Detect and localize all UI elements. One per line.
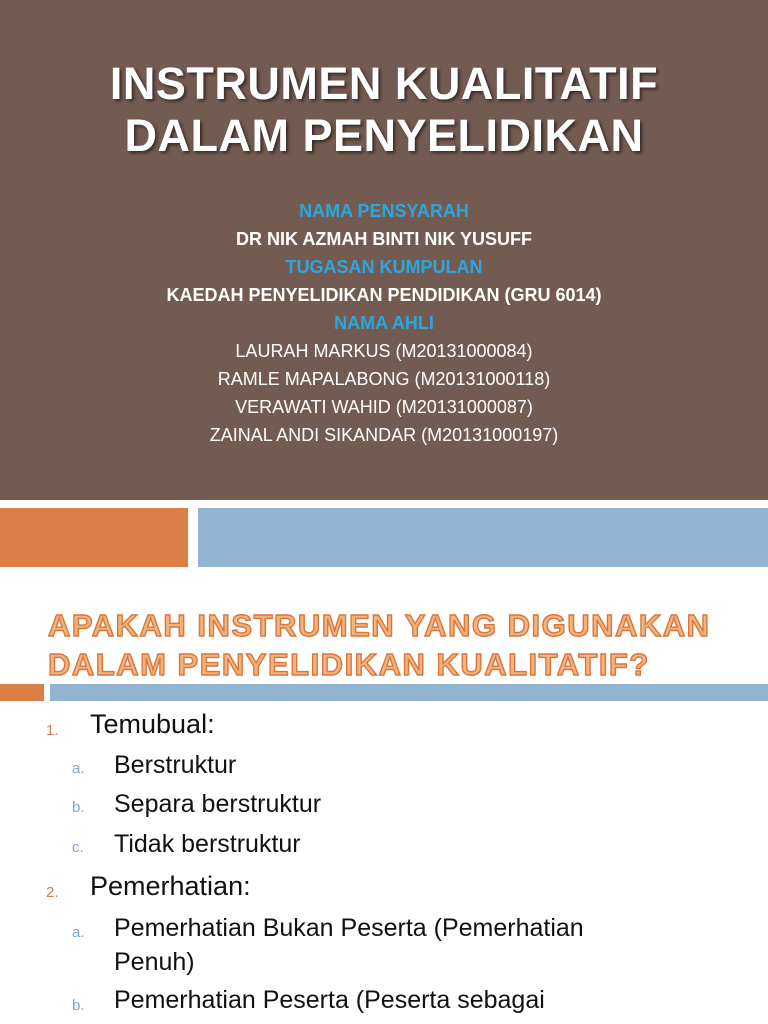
- accent-bar-blue: [198, 508, 768, 567]
- list-marker-2: 2.: [46, 884, 59, 901]
- sublist-marker-2a: a.: [72, 924, 85, 941]
- slide-title: [0, 58, 768, 162]
- content-title-line-1: APAKAH INSTRUMEN YANG DIGUNAKAN: [48, 608, 711, 643]
- sublist-marker-2b: b.: [72, 997, 85, 1014]
- lecturer-name: DR NIK AZMAH BINTI NIK YUSUFF: [236, 229, 532, 249]
- title-line-1: INSTRUMEN KUALITATIF: [109, 58, 659, 109]
- member-4: ZAINAL ANDI SIKANDAR (M20131000197): [209, 425, 559, 445]
- member-2: RAMLE MAPALABONG (M20131000118): [217, 369, 551, 389]
- list-marker-1: 1.: [46, 722, 59, 739]
- title-slide: [0, 0, 768, 500]
- list-item-2: Pemerhatian:: [90, 871, 251, 901]
- sublist-item-2a-line-2: Penuh): [114, 948, 195, 976]
- sublist-item-2b-line-1: Pemerhatian Peserta (Peserta sebagai: [114, 986, 545, 1014]
- member-1: LAURAH MARKUS (M20131000084): [235, 341, 533, 361]
- sublist-marker-1a: a.: [72, 760, 85, 777]
- lecturer-heading: NAMA PENSYARAH: [299, 201, 469, 221]
- slide-info: [0, 197, 768, 449]
- member-3: VERAWATI WAHID (M20131000087): [235, 397, 533, 417]
- members-heading: NAMA AHLI: [334, 313, 434, 333]
- list-item-1: Temubual:: [90, 709, 215, 739]
- content-title-line-2: DALAM PENYELIDIKAN KUALITATIF?: [48, 647, 650, 682]
- sublist-item-2a-line-1: Pemerhatian Bukan Peserta (Pemerhatian: [114, 914, 584, 942]
- sublist-marker-1c: c.: [72, 839, 84, 856]
- sublist-marker-1b: b.: [72, 799, 85, 816]
- sublist-item-1c: Tidak berstruktur: [114, 830, 301, 858]
- content-slide-title: [48, 606, 768, 684]
- title-line-2: DALAM PENYELIDIKAN: [124, 110, 644, 161]
- sublist-item-1b: Separa berstruktur: [114, 790, 322, 818]
- divider-bar-blue: [50, 684, 768, 701]
- task-heading: TUGASAN KUMPULAN: [285, 257, 483, 277]
- accent-bar-orange: [0, 508, 188, 567]
- sublist-item-1a: Berstruktur: [114, 751, 237, 779]
- divider-bar-orange: [0, 684, 44, 701]
- course-name: KAEDAH PENYELIDIKAN PENDIDIKAN (GRU 6014): [166, 285, 602, 305]
